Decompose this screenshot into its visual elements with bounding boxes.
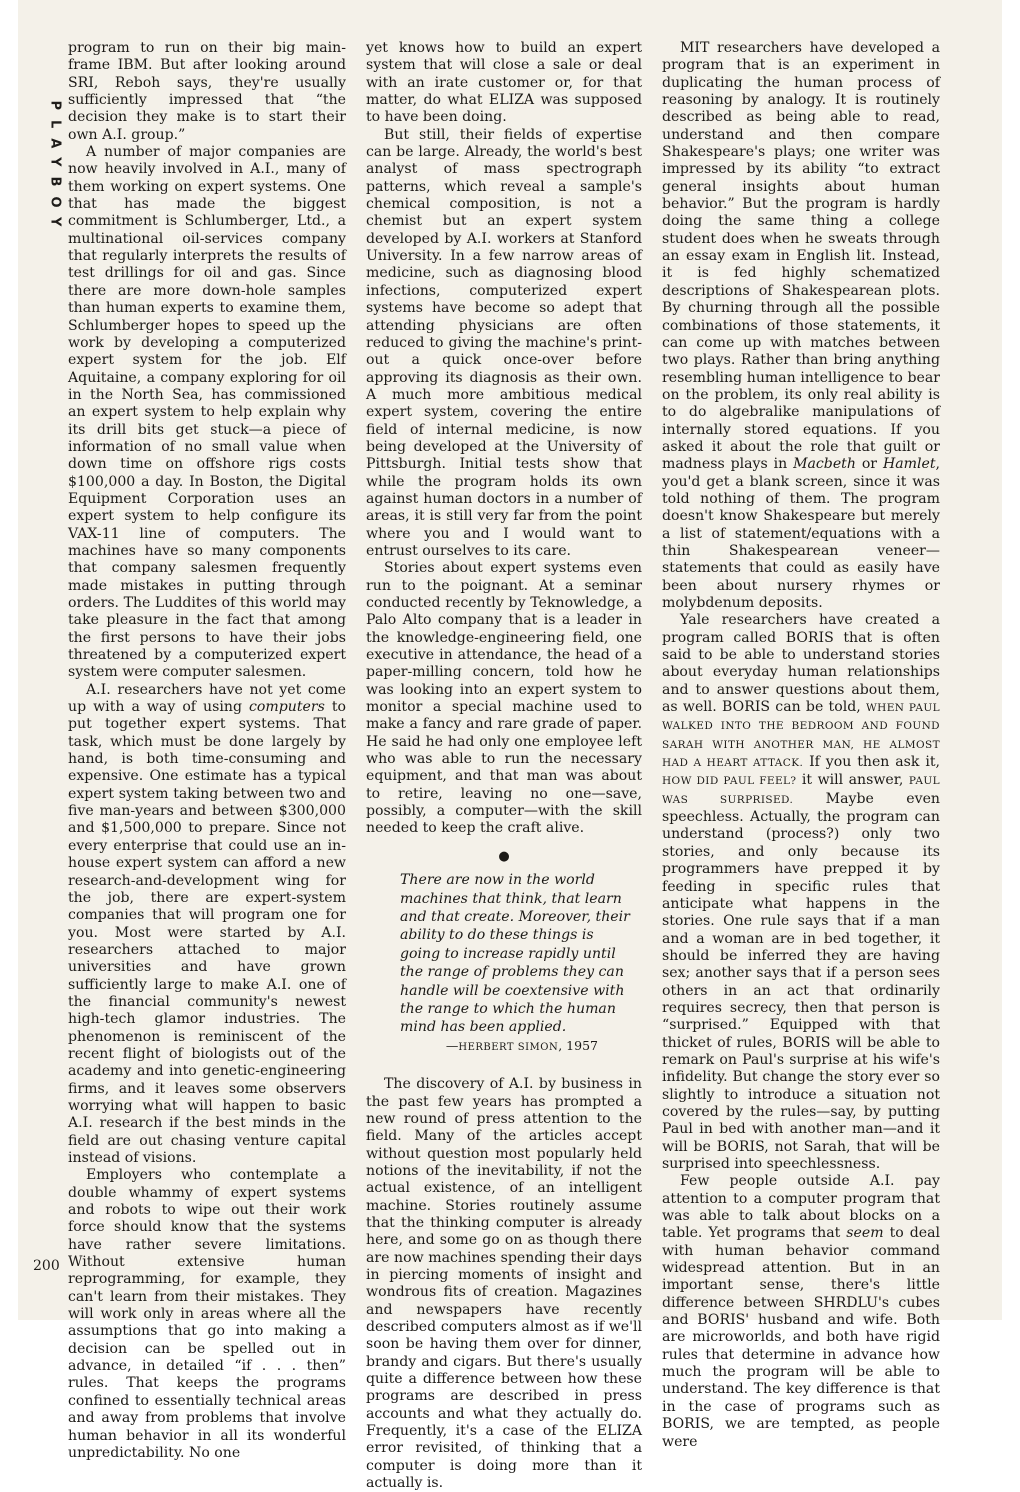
paragraph: But still, their fields of expertise can be large. Already, the world's best analyst of mass spectrograph patterns, which reveal a sample's chemical composition, is not a chemist but an expert system developed by A.I. workers at Stanford University. In a few narrow areas of medicine, such as diagnosing blood infections, computerized expert systems have become so adept that attending physicians are often reduced to giving the machine's print-out a quick once-over before approving its diagnosis as their own. A much more ambitious medical expert system, covering the entire field of internal medicine, is now being developed at the University of Pittsburgh. Initial tests show that while the program holds its own against human doctors in a number of areas, it is still very far from the point where you and I would want to entrust ourselves to its care. (366, 126, 642, 559)
text-column-1 (68, 40, 346, 1462)
text-run: Few people outside A.I. pay attention to a computer program that was able to talk about blocks on a table. Yet programs that (662, 1173, 940, 1242)
section-bullet: ● (498, 848, 510, 864)
text-run: it will answer, (796, 772, 909, 789)
emphasis-text: Macbeth (793, 456, 856, 473)
emphasis-text: Hamlet (882, 456, 936, 473)
paragraph (662, 40, 940, 612)
attribution-dash: — (445, 1037, 459, 1053)
text-run: If you then ask it, (803, 754, 940, 771)
emphasis-text: seem (846, 1225, 884, 1242)
masthead-text: PLAYBOY (47, 100, 63, 237)
text-run: , you'd get a blank screen, since it was told nothing of them. The program doesn't know Shakespeare but merely a list of statement/equations with a thin Shakespearean veneer—statements that could as easily have been about nursery rhymes or molybdenum deposits. (662, 456, 940, 611)
attribution-year: , 1957 (558, 1037, 598, 1053)
paragraph: A number of major companies are now heavily involved in A.I., many of them working on expert systems. One that has made the biggest commitment is Schlumberger, Ltd., a multinational oil-services company that regularly interprets the results of test drillings for oil and gas. Since there are more down-hole samples than human experts to examine them, Schlumberger hopes to speed up the work by developing a computerized expert system for the job. Elf Aquitaine, a company exploring for oil in the North Sea, has commissioned an expert system to help explain why its drill bits get stuck—a piece of information of no small value when down time on offshore rigs costs $100,000 a day. In Boston, the Digital Equipment Corporation uses an expert system to help configure its VAX-11 line of computers. The machines have so many components that company salesmen frequently made mistakes in putting through orders. The Luddites of this world may take pleasure in the fact that among the first persons to have their jobs threatened by a computerized expert system were computer salesmen. (68, 144, 346, 681)
text-column-2 (366, 40, 642, 1492)
text-column-3 (662, 40, 940, 1451)
paragraph: Stories about expert systems even run to the poignant. At a seminar conducted recently by Teknowledge, a Palo Alto company that is a leader in the knowledge-engineering field, one executive in attendance, the head of a paper-milling concern, told how he was looking into an expert system to monitor a special machine used to make a fancy and rare grade of paper. He said he had only one employee left who was able to run the necessary equipment, and that man was about to retire, leaving no one—save, possibly, a computer—with the skill needed to keep the craft alive. (366, 560, 642, 837)
text-run: to deal with human behavior command widespread attention. But in an important sense, there's little difference between SHRDLU's cubes and BORIS' husband and wife. Both are microworlds, and both have rigid rules that determine in advance how much the program will be able to understand. The key difference is that in the case of programs such as BORIS, we are tempted, as people were (662, 1225, 940, 1450)
paragraph: program to run on their big main-frame IBM. But after looking around SRI, Reboh says, they're usually sufficiently impressed that “the decision they make is to start their own A.I. group.” (68, 40, 346, 143)
paragraph: Employers who contemplate a double whammy of expert systems and robots to wipe out their work force should know that the systems have rather severe limitations. Without extensive human reprogramming, for example, they can't learn from their mistakes. They will work only in areas where all the assumptions that go into making a decision can be spelled out in advance, in detailed “if . . . then” rules. That keeps the programs confined to essentially technical areas and away from problems that involve human behavior in all its wonderful unpredictability. No one (68, 1167, 346, 1461)
epigraph-attribution (366, 1037, 642, 1056)
epigraph-quote: There are now in the world machines that think, that learn and that create. Moreover, their ability to do these things is going to increase rapidly until the range of problems they can handle will be coextensive with the range to which the human mind has been applied. (400, 872, 630, 1036)
paragraph (662, 612, 940, 1173)
small-caps-text: PAUL WAS SURPRISED. (662, 775, 940, 806)
text-run: Yale researchers have created a program called BORIS that is often said to be able to understand stories about everyday human relationships and to answer questions about them, as well. BORIS can be told, (662, 612, 940, 716)
text-run: MIT researchers have developed a program that is an experiment in duplicating the human process of reasoning by analogy. It is routinely described as being able to read, understand and then compare Shakespeare's plays; one writer was impressed by its ability “to extract general insights about human behavior.” But the program is hardly doing the same thing a college student does when he sweats through an essay exam in English lit. Instead, it is fed highly schematized descriptions of Shakespearean plots. By churning through all the possible combinations of those statements, it can come up with matches between two plays. Rather than bring anything resembling human intelligence to bear on the problem, its only real ability is to do algebralike manipulations of internally stored equations. If you asked it about the role that guilt or madness plays in (662, 40, 940, 473)
paragraph (68, 682, 346, 1168)
magazine-page (18, 0, 1002, 1492)
paragraph (662, 1173, 940, 1451)
text-run: Maybe even speechless. Actually, the program can understand (process?) only two stories, and only because its programmers have prepped it by feeding in specific rules that anticipate what happens in the stories. One rule says that if a man and a woman are in bed together, it should be inferred they are having sex; another says that if a person sees others in an act that ordinarily requires secrecy, then that person is “surprised.” Equipped with that thicket of rules, BORIS will be able to remark on Paul's surprise at his wife's infidelity. But change the story ever so slightly to introduce a situation not covered by the rules—say, by putting Paul in bed with another man—and it will be BORIS, not Sarah, that will be surprised into speechlessness. (662, 790, 940, 1172)
paragraph: yet knows how to build an expert system that will close a sale or deal with an irate customer or, for that matter, do what ELIZA was supposed to have been doing. (366, 40, 642, 126)
text-run: A.I. researchers have not yet come up with a way of using (68, 681, 346, 716)
small-caps-text: WHEN PAUL WALKED INTO THE BEDROOM AND FOUND SARAH WITH ANOTHER MAN, HE ALMOST HAD A HEART ATTACK. (662, 702, 940, 770)
page-number: 200 (33, 1258, 60, 1274)
attribution-name: HERBERT SIMON (458, 1041, 559, 1053)
text-run: or (855, 456, 883, 473)
paragraph: The discovery of A.I. by business in the past few years has prompted a new round of press attention to the field. Many of the articles accept without question most popularly held notions of the inevitability, if not the actual existence, of an intelligent machine. Stories routinely assume that the thinking computer is already here, and some go on as though there are now machines spending their days in piercing moments of insight and wondrous fits of creation. Magazines and newspapers have recently described computers almost as if we'll soon be having them over for dinner, brandy and cigars. But there's usually quite a difference between how these programs are described in press accounts and what they actually do. Frequently, it's a case of the ELIZA error revisited, of thinking that a computer is doing more than it actually is. (366, 1076, 642, 1492)
small-caps-text: HOW DID PAUL FEEL? (662, 775, 797, 788)
text-run: to put together expert systems. That task, which must be done largely by hand, is both time-consuming and expensive. One estimate has a typical expert system taking between two and five man-years and between $300,000 and $1,500,000 to prepare. Since not every enterprise that could use an in-house expert system can afford a new research-and-development wing for the job, there are expert-system companies that will program one for you. Most were started by A.I. researchers attached to major universities and have grown sufficiently large to make A.I. one of the financial community's newest high-tech glamor industries. The phenomenon is reminiscent of the recent flight of biologists out of the academy and into genetic-engineering firms, and it leaves some observers worrying what will happen to basic A.I. research if the best minds in the field are out chasing venture capital instead of visions. (68, 699, 346, 1166)
magazine-masthead (42, 42, 68, 237)
emphasis-text: computers (248, 699, 325, 716)
